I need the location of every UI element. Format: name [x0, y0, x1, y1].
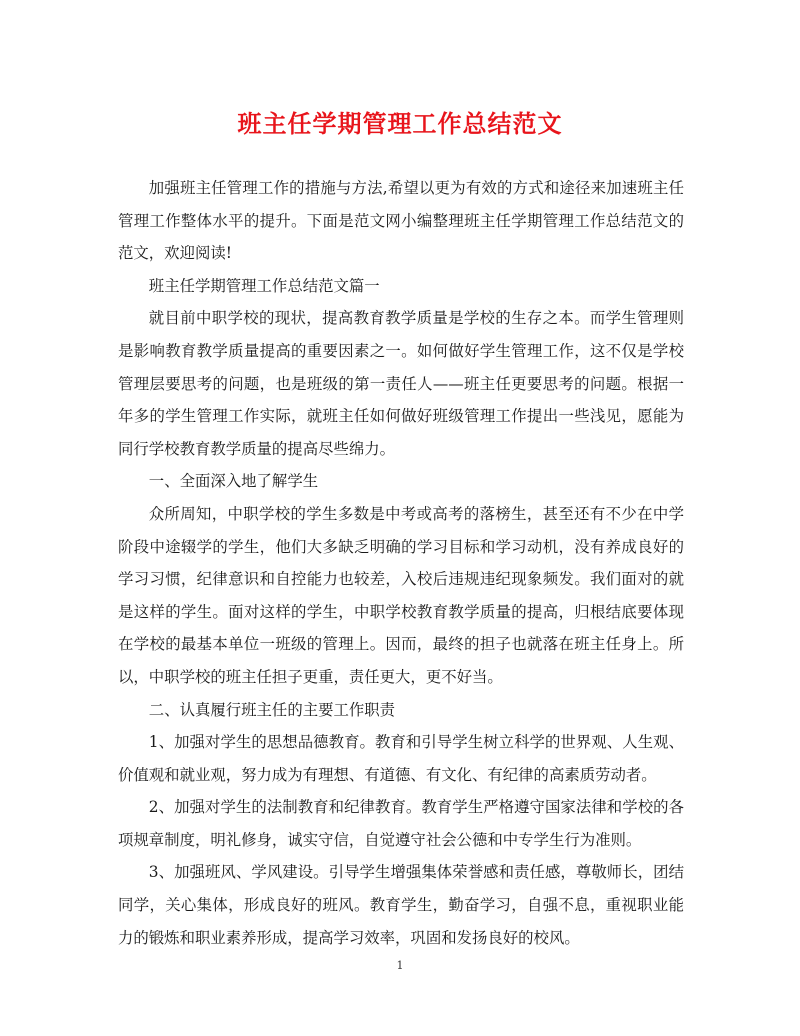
section-heading-article-one: 班主任学期管理工作总结范文篇一	[148, 276, 380, 295]
page-number: 1	[396, 959, 404, 972]
duty-item: 3、加强班风、学风建设。引导学生增强集体荣誉感和责任感，尊敬师长，团结同学，关心集体，形成良好的班风。教育学生，勤奋学习，自强不息，重视职业能力的锻炼和职业素养形成，提高学习效率，巩固和发扬良好的校风。	[118, 863, 684, 947]
section-heading-duties: 二、认真履行班主任的主要工作职责	[148, 700, 396, 719]
body-paragraph: 众所周知，中职学校的学生多数是中考或高考的落榜生，甚至还有不少在中学阶段中途辍学的学生，他们大多缺乏明确的学习目标和学习动机，没有养成良好的学习习惯，纪律意识和自控能力也较差，入校后违规违纪现象频发。我们面对的就是这样的学生。面对这样的学生，中职学校教育教学质量的提高，归根结底要体现在学校的最基本单位一班级的管理上。因而，最终的担子也就落在班主任身上。所以，中职学校的班主任担子更重，责任更大，更不好当。	[118, 504, 684, 686]
document-body	[118, 172, 684, 954]
intro-paragraph: 加强班主任管理工作的措施与方法,希望以更为有效的方式和途径来加速班主任管理工作整体水平的提升。下面是范文网小编整理班主任学期管理工作总结范文的范文，欢迎阅读!	[118, 179, 684, 263]
duty-item: 1、加强对学生的思想品德教育。教育和引导学生树立科学的世界观、人生观、价值观和就业观，努力成为有理想、有道德、有文化、有纪律的高素质劳动者。	[118, 733, 684, 784]
document-title: 班主任学期管理工作总结范文	[237, 109, 563, 138]
body-paragraph: 就目前中职学校的现状，提高教育教学质量是学校的生存之本。而学生管理则是影响教育教学质量提高的重要因素之一。如何做好学生管理工作，这不仅是学校管理层要思考的问题，也是班级的第一责任人——班主任更要思考的问题。根据一年多的学生管理工作实际，就班主任如何做好班级管理工作提出一些浅见，愿能为同行学校教育教学质量的提高尽些绵力。	[118, 309, 684, 458]
section-heading-understand-students: 一、全面深入地了解学生	[148, 472, 319, 491]
duty-item: 2、加强对学生的法制教育和纪律教育。教育学生严格遵守国家法律和学校的各项规章制度，明礼修身，诚实守信，自觉遵守社会公德和中专学生行为准则。	[118, 798, 684, 849]
